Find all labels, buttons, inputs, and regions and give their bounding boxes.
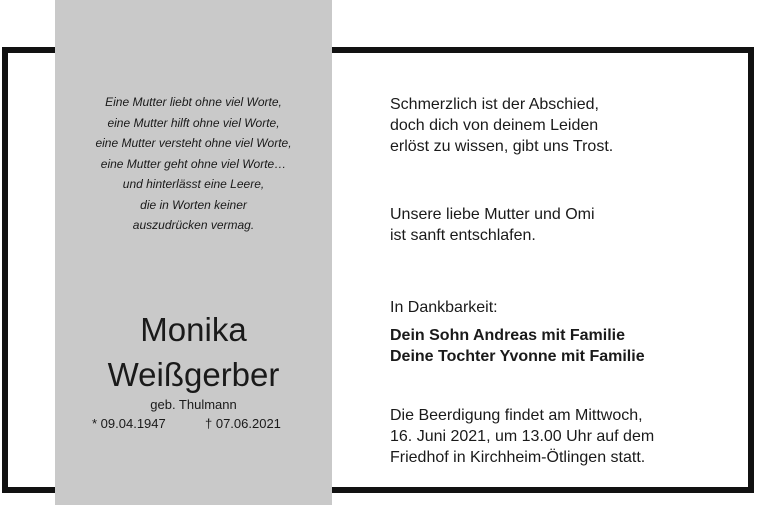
birth-date: * 09.04.1947 [92,416,166,431]
death-date: † 07.06.2021 [205,416,281,431]
text-line: Die Beerdigung findet am Mittwoch, [390,407,643,424]
poem-line: die in Worten keiner [140,197,247,212]
poem-line: eine Mutter hilft ohne viel Worte, [107,115,280,130]
poem-line: auszudrücken vermag. [132,218,255,232]
last-name: Weißgerber [107,356,280,393]
text-line: Unsere liebe Mutter und Omi [390,206,595,223]
intro-text [390,94,613,157]
text-line: doch dich von deinem Leiden [390,117,599,134]
text-line: ist sanft entschlafen. [390,227,536,244]
poem-line: und hinterlässt eine Leere, [122,177,265,191]
poem-line: Eine Mutter liebt ohne viel Worte, [105,95,282,109]
text-line: 16. Juni 2021, um 13.00 Uhr auf dem [390,428,655,445]
poem-line: eine Mutter geht ohne viel Worte… [100,156,287,171]
poem-line: eine Mutter versteht ohne viel Worte, [95,136,292,150]
birth-name: geb. Thulmann [150,397,237,412]
text-line: Friedhof in Kirchheim-Ötlingen statt. [390,449,646,466]
mourner-line: Dein Sohn Andreas mit Familie [390,327,626,344]
poem [55,92,332,236]
first-name: Monika [140,311,247,348]
text-line: Schmerzlich ist der Abschied, [390,96,599,113]
passing-text [390,204,595,246]
mourner-line: Deine Tochter Yvonne mit Familie [390,348,645,365]
mourners [390,325,645,367]
text-line: erlöst zu wissen, gibt uns Trost. [390,138,614,155]
gratitude-label: In Dankbarkeit: [390,299,498,316]
funeral-text [390,405,654,468]
